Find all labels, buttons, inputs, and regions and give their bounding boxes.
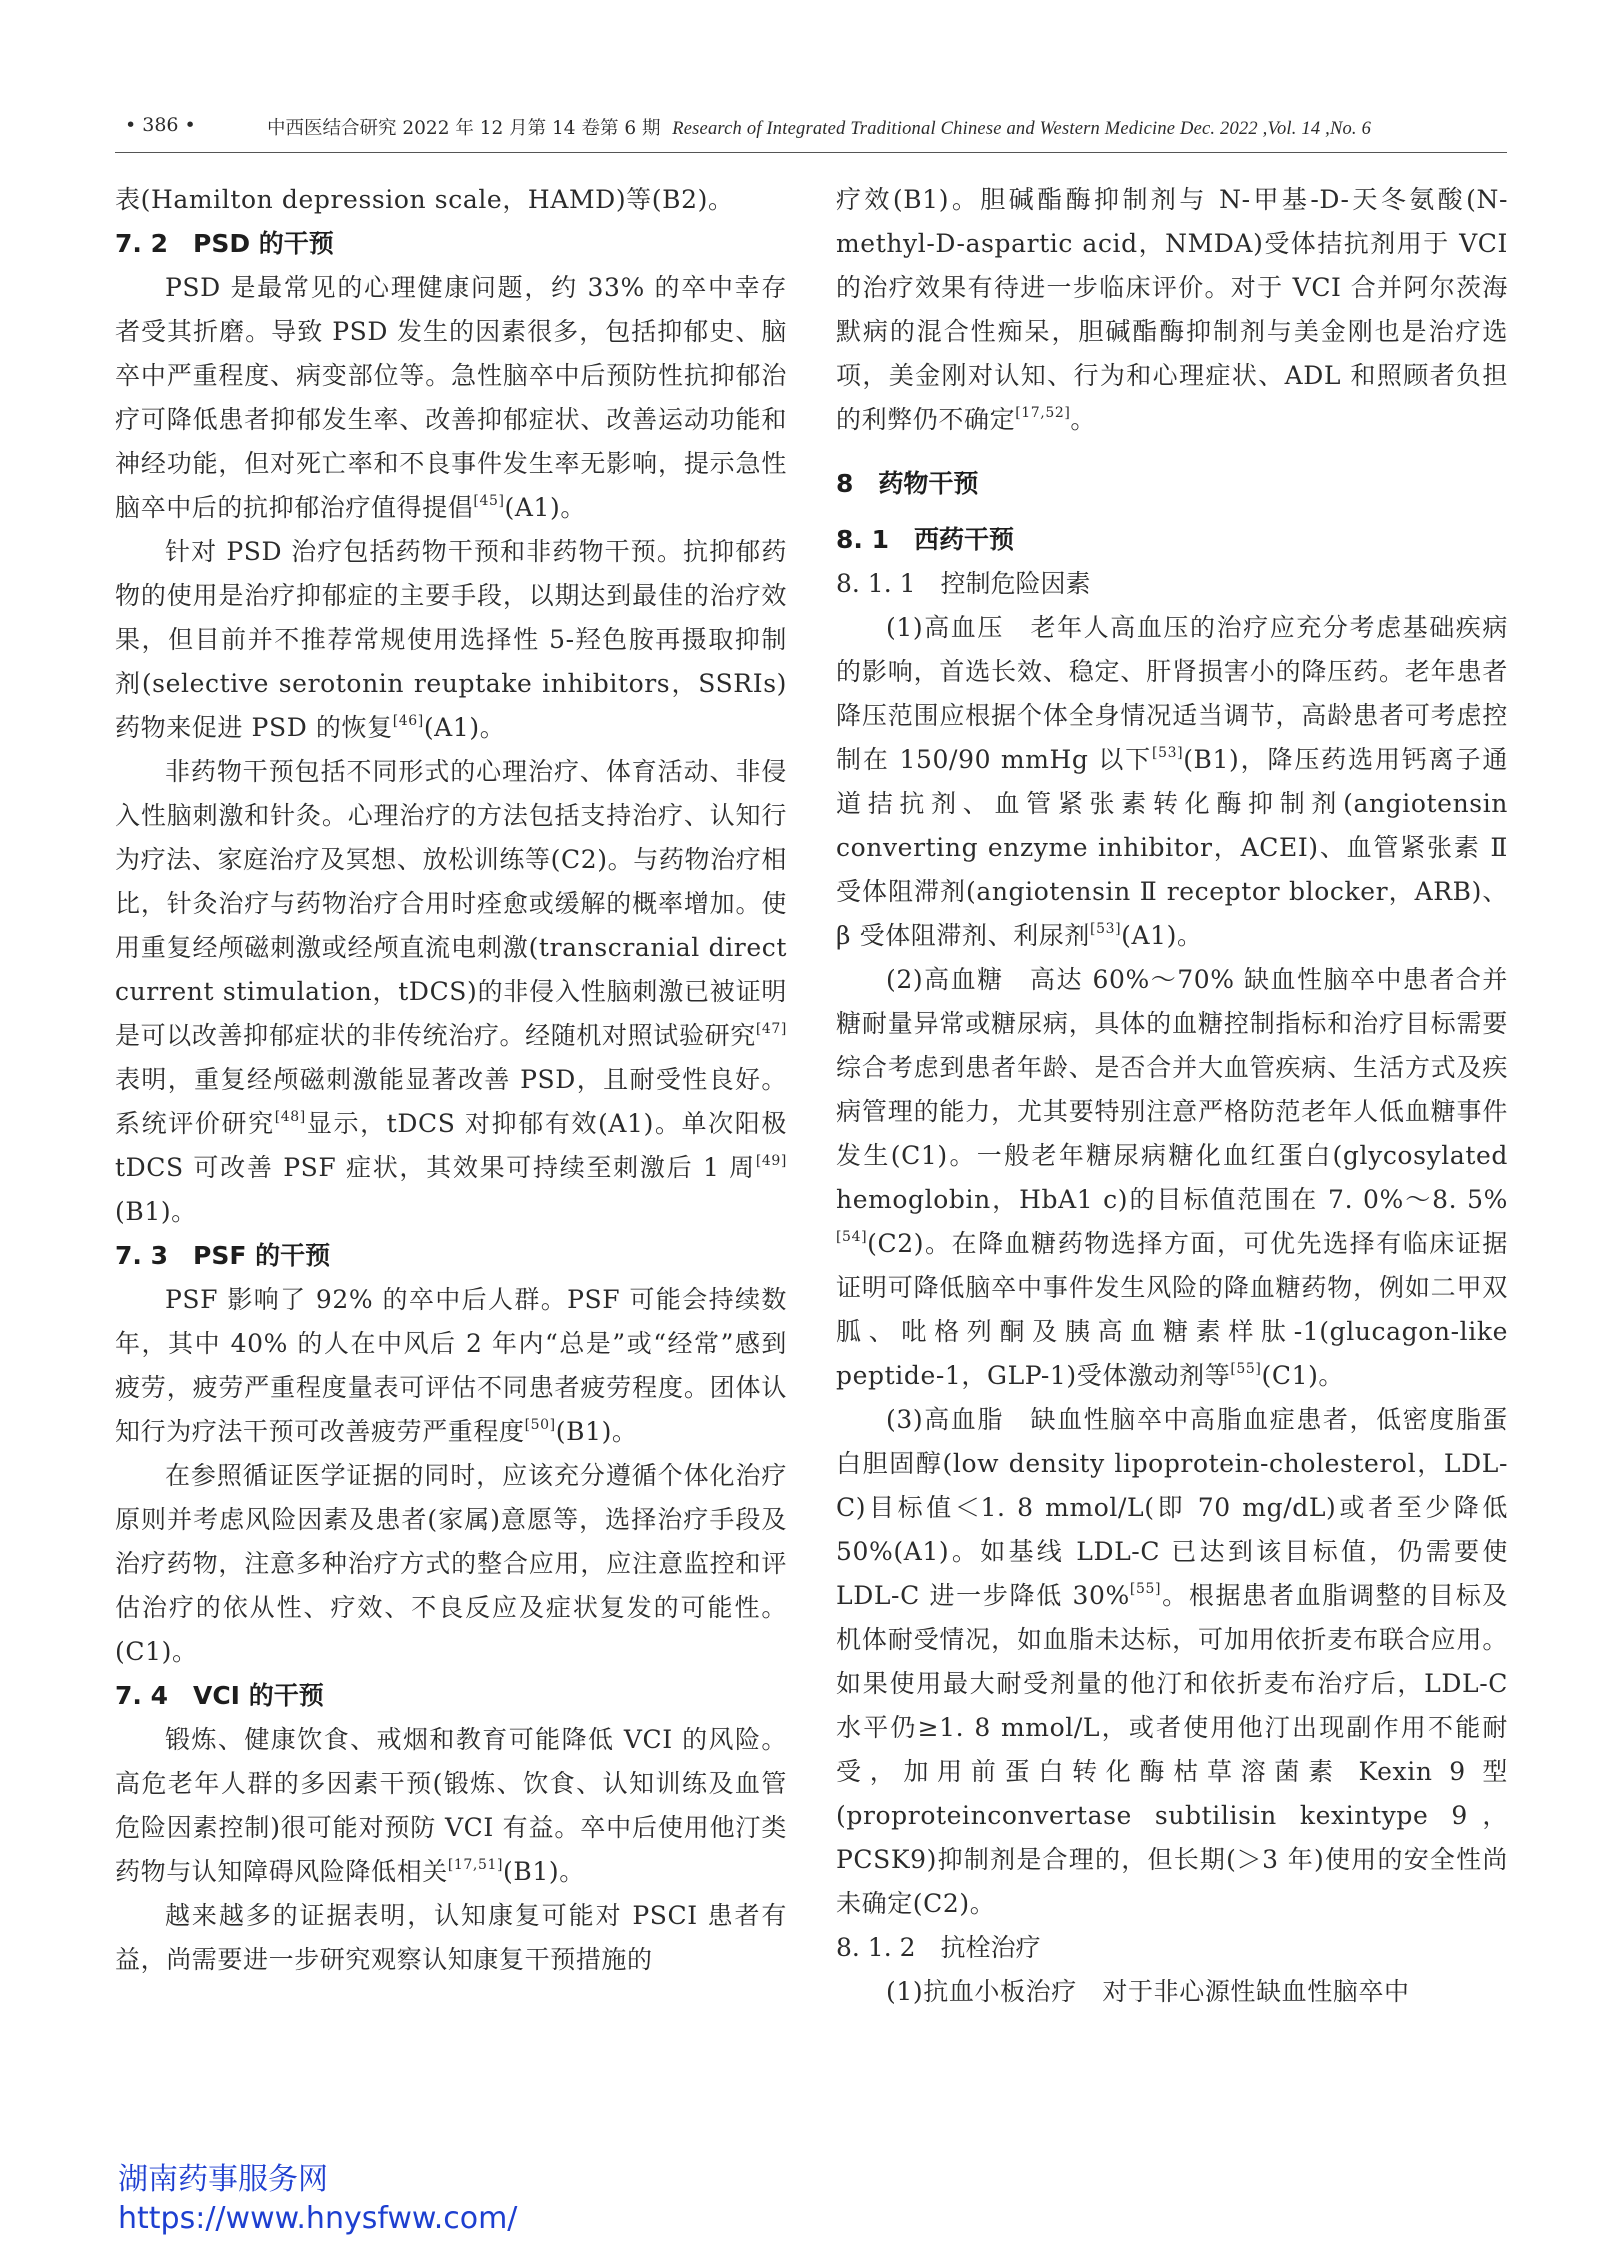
- journal-title-en: Research of Integrated Traditional Chinese and Western Medicine Dec. 2022 ,Vol. 14 ,No. 6: [672, 119, 1372, 139]
- citation: [17,52]: [1015, 405, 1071, 421]
- paragraph: 针对 PSD 治疗包括药物干预和非药物干预。抗抑郁药物的使用是治疗抑郁症的主要手段，以期达到最佳的治疗效果，但目前并不推荐常规使用选择性 5-羟色胺再摄取抑制剂(selective serotonin reuptake inhibitors，SSRIs)药物来促进 PSD 的恢复[46](A1)。: [115, 537, 787, 742]
- citation: [55]: [1129, 1581, 1162, 1597]
- citation: [48]: [274, 1109, 306, 1125]
- paragraph: 锻炼、健康饮食、戒烟和教育可能降低 VCI 的风险。高危老年人群的多因素干预(锻炼、饮食、认知训练及血管危险因素控制)很可能对预防 VCI 有益。卒中后使用他汀类药物与认知障碍风险降低相关[17,51](B1)。: [115, 1725, 787, 1886]
- paragraph: 表(Hamilton depression scale，HAMD)等(B2)。: [115, 185, 734, 214]
- citation: [47]: [755, 1021, 787, 1037]
- watermark-site-name: 湖南药事服务网: [118, 2162, 328, 2197]
- citation: [46]: [392, 713, 424, 729]
- subsection-heading-8-1-1: 8. 1. 1 控制危险因素: [836, 569, 1091, 598]
- section-heading-8-1: 8. 1 西药干预: [836, 525, 1014, 554]
- paragraph: (1)高血压 老年人高血压的治疗应充分考虑基础疾病的影响，首选长效、稳定、肝肾损害小的降压药。老年患者降压范围应根据个体全身情况适当调节，高龄患者可考虑控制在 150/90 mmHg 以下[53](B1)，降压药选用钙离子通道拮抗剂、血管紧张素转化酶抑制剂(angiotensin converting enzyme inhibitor，ACEI)、血管紧张素 Ⅱ 受体阻滞剂(angiotensin Ⅱ receptor blocker，ARB)、β 受体阻滞剂、利尿剂[53](A1)。: [836, 613, 1508, 950]
- paragraph: 越来越多的证据表明，认知康复可能对 PSCI 患者有益，尚需要进一步研究观察认知康复干预措施的: [115, 1901, 787, 1974]
- section-heading-7-4: 7. 4 VCI 的干预: [115, 1681, 324, 1710]
- journal-info: [267, 114, 1371, 140]
- citation: [53]: [1090, 921, 1122, 937]
- citation: [17,51]: [447, 1857, 504, 1873]
- left-column: [115, 178, 787, 1982]
- citation: [45]: [473, 493, 505, 509]
- section-heading-8: 8 药物干预: [836, 469, 979, 498]
- section-heading-7-3: 7. 3 PSF 的干预: [115, 1241, 331, 1270]
- paragraph: 非药物干预包括不同形式的心理治疗、体育活动、非侵入性脑刺激和针灸。心理治疗的方法包括支持治疗、认知行为疗法、家庭治疗及冥想、放松训练等(C2)。与药物治疗相比，针灸治疗与药物治疗合用时痊愈或缓解的概率增加。使用重复经颅磁刺激或经颅直流电刺激(transcranial direct current stimulation，tDCS)的非侵入性脑刺激已被证明是可以改善抑郁症状的非传统治疗。经随机对照试验研究[47]表明，重复经颅磁刺激能显著改善 PSD，且耐受性良好。系统评价研究[48]显示，tDCS 对抑郁有效(A1)。单次阳极 tDCS 可改善 PSF 症状，其效果可持续至刺激后 1 周[49](B1)。: [115, 757, 787, 1226]
- citation: [50]: [524, 1417, 556, 1433]
- citation: [54]: [836, 1229, 868, 1245]
- paragraph: PSF 影响了 92% 的卒中后人群。PSF 可能会持续数年，其中 40% 的人在中风后 2 年内“总是”或“经常”感到疲劳，疲劳严重程度量表可评估不同患者疲劳程度。团体认知行为疗法干预可改善疲劳严重程度[50](B1)。: [115, 1285, 787, 1446]
- paragraph: 疗效(B1)。胆碱酯酶抑制剂与 N-甲基-D-天冬氨酸(N-methyl-D-aspartic acid，NMDA)受体拮抗剂用于 VCI 的治疗效果有待进一步临床评价。对于 VCI 合并阿尔茨海默病的混合性痴呆，胆碱酯酶抑制剂与美金刚也是治疗选项，美金刚对认知、行为和心理症状、ADL 和照顾者负担的利弊仍不确定[17,52]。: [836, 185, 1508, 434]
- citation: [55]: [1230, 1361, 1262, 1377]
- paragraph: (1)抗血小板治疗 对于非心源性缺血性脑卒中: [886, 1977, 1410, 2006]
- paragraph: (2)高血糖 高达 60%～70% 缺血性脑卒中患者合并糖耐量异常或糖尿病，具体的血糖控制指标和治疗目标需要综合考虑到患者年龄、是否合并大血管疾病、生活方式及疾病管理的能力，尤其要特别注意严格防范老年人低血糖事件发生(C1)。一般老年糖尿病糖化血红蛋白(glycosylated hemoglobin，HbA1 c)的目标值范围在 7. 0%～8. 5%[54](C2)。在降血糖药物选择方面，可优先选择有临床证据证明可降低脑卒中事件发生风险的降血糖药物，例如二甲双胍、吡格列酮及胰高血糖素样肽-1(glucagon-like peptide-1，GLP-1)受体激动剂等[55](C1)。: [836, 965, 1508, 1390]
- paragraph: (3)高血脂 缺血性脑卒中高脂血症患者，低密度脂蛋白胆固醇(low density lipoprotein-cholesterol，LDL-C)目标值＜1. 8 mmol/L(即 70 mg/dL)或者至少降低 50%(A1)。如基线 LDL-C 已达到该目标值，仍需要使 LDL-C 进一步降低 30%[55]。根据患者血脂调整的目标及机体耐受情况，如血脂未达标，可加用依折麦布联合应用。如果使用最大耐受剂量的他汀和依折麦布治疗后，LDL-C 水平仍≥1. 8 mmol/L，或者使用他汀出现副作用不能耐受，加用前蛋白转化酶枯草溶菌素 Kexin 9 型(proproteinconvertase subtilisin kexintype 9，PCSK9)抑制剂是合理的，但长期(＞3 年)使用的安全性尚未确定(C2)。: [836, 1405, 1508, 1918]
- journal-title-cn: 中西医结合研究 2022 年 12 月第 14 卷第 6 期: [267, 118, 661, 139]
- right-column: [836, 178, 1508, 2014]
- site-watermark: [118, 2160, 517, 2238]
- page-number: • 386 •: [125, 114, 196, 136]
- paragraph: 在参照循证医学证据的同时，应该充分遵循个体化治疗原则并考虑风险因素及患者(家属)意愿等，选择治疗手段及治疗药物，注意多种治疗方式的整合应用，应注意监控和评估治疗的依从性、疗效、不良反应及症状复发的可能性。(C1)。: [115, 1461, 787, 1666]
- running-header: [115, 112, 1507, 153]
- paragraph: PSD 是最常见的心理健康问题，约 33% 的卒中幸存者受其折磨。导致 PSD 发生的因素很多，包括抑郁史、脑卒中严重程度、病变部位等。急性脑卒中后预防性抗抑郁治疗可降低患者抑郁发生率、改善抑郁症状、改善运动功能和神经功能，但对死亡率和不良事件发生率无影响，提示急性脑卒中后的抗抑郁治疗值得提倡[45](A1)。: [115, 273, 787, 522]
- citation: [53]: [1152, 745, 1184, 761]
- subsection-heading-8-1-2: 8. 1. 2 抗栓治疗: [836, 1933, 1041, 1962]
- section-heading-7-2: 7. 2 PSD 的干预: [115, 229, 334, 258]
- citation: [49]: [755, 1153, 787, 1169]
- watermark-url: https://www.hnysfww.com/: [118, 2201, 518, 2236]
